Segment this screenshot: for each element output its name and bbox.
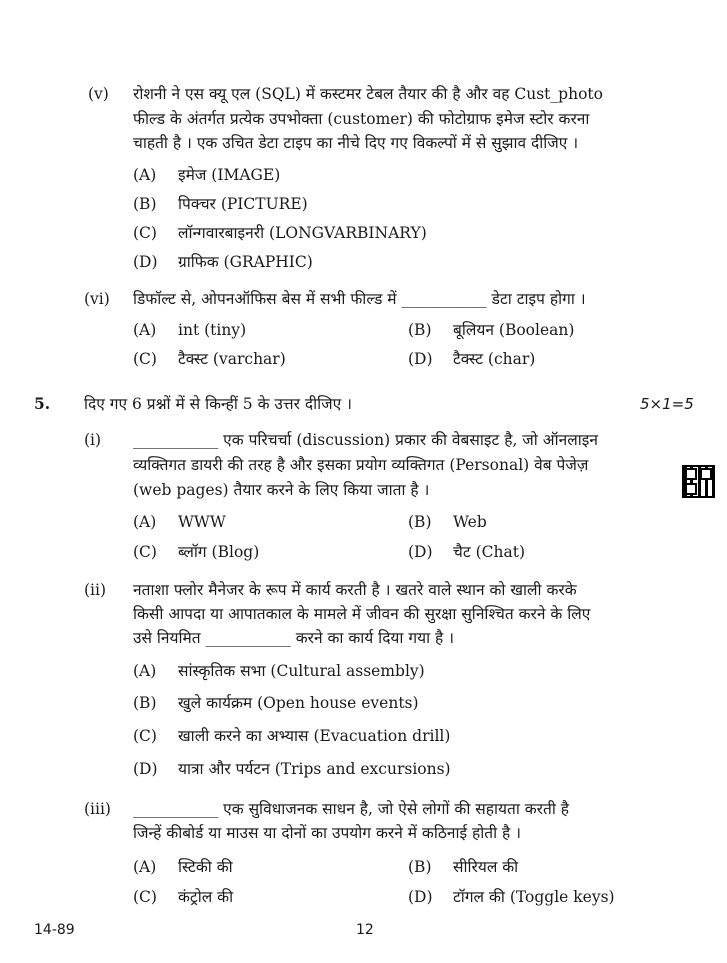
section-instruction: दिए गए 6 प्रश्नों में से किन्हीं 5 के उत्तर दीजिए । xyxy=(84,395,353,413)
option-label: (A) xyxy=(133,166,157,184)
option-text: खाली करने का अभ्यास (Evacuation drill) xyxy=(178,727,451,745)
question-text: चाहती है । एक उचित डेटा टाइप का नीचे दिए गए विकल्पों में से सुझाव दीजिए । xyxy=(133,134,579,152)
question-number: (i) xyxy=(84,431,102,449)
option-label: (A) xyxy=(133,321,157,339)
page-number: 12 xyxy=(356,922,374,938)
option-text: ब्लॉग (Blog) xyxy=(178,543,260,561)
question-number: 5. xyxy=(34,394,51,413)
qr-code-icon xyxy=(682,465,715,498)
option-label: (D) xyxy=(133,760,158,778)
question-text: किसी आपदा या आपातकाल के मामले में जीवन की सुरक्षा सुनिश्चित करने के लिए xyxy=(133,605,591,623)
option-text: ग्राफिक (GRAPHIC) xyxy=(178,253,313,271)
question-number: (vi) xyxy=(84,290,110,308)
option-label: (C) xyxy=(133,350,157,368)
option-label: (D) xyxy=(408,543,433,561)
question-text: जिन्हें कीबोर्ड या माउस या दोनों का उपयोग करने में कठिनाई होती है । xyxy=(133,824,522,842)
option-label: (C) xyxy=(133,727,157,745)
option-text: पिक्चर (PICTURE) xyxy=(178,195,308,213)
option-label: (B) xyxy=(408,513,432,531)
question-number: (iii) xyxy=(84,800,111,818)
option-text: इमेज (IMAGE) xyxy=(178,166,281,184)
option-text: यात्रा और पर्यटन (Trips and excursions) xyxy=(178,760,451,778)
option-label: (A) xyxy=(133,858,157,876)
option-label: (C) xyxy=(133,224,157,242)
option-text: टैक्स्ट (varchar) xyxy=(178,350,286,368)
question-text: व्यक्तिगत डायरी की तरह है और इसका प्रयोग व्यक्तिगत (Personal) वेब पेजेज़ xyxy=(133,456,589,474)
option-text: Web xyxy=(453,513,487,531)
option-text: int (tiny) xyxy=(178,321,247,339)
option-label: (C) xyxy=(133,543,157,561)
question-text: डिफॉल्ट से, ओपनऑफिस बेस में सभी फील्ड में ___________ डेटा टाइप होगा । xyxy=(133,290,586,308)
option-label: (C) xyxy=(133,888,157,906)
option-text: कंट्रोल की xyxy=(178,888,234,906)
paper-code: 14-89 xyxy=(34,922,75,938)
option-label: (D) xyxy=(408,888,433,906)
option-text: चैट (Chat) xyxy=(453,543,525,561)
question-number: (v) xyxy=(88,85,109,103)
option-text: बूलियन (Boolean) xyxy=(453,321,575,339)
option-label: (A) xyxy=(133,662,157,680)
option-text: टैक्स्ट (char) xyxy=(453,350,536,368)
marks-allocation: 5×1=5 xyxy=(640,395,694,413)
question-text: रोशनी ने एस क्यू एल (SQL) में कस्टमर टेबल तैयार की है और वह Cust_photo xyxy=(133,85,603,103)
option-label: (D) xyxy=(133,253,158,271)
option-text: टॉगल की (Toggle keys) xyxy=(453,888,615,906)
option-label: (B) xyxy=(408,858,432,876)
question-text: ___________ एक परिचर्चा (discussion) प्रकार की वेबसाइट है, जो ऑनलाइन xyxy=(133,431,598,449)
option-label: (B) xyxy=(133,694,157,712)
question-number: (ii) xyxy=(84,581,107,599)
option-text: लॉन्गवारबाइनरी (LONGVARBINARY) xyxy=(178,224,427,242)
option-label: (D) xyxy=(408,350,433,368)
question-text: ___________ एक सुविधाजनक साधन है, जो ऐसे लोगों की सहायता करती है xyxy=(133,800,570,818)
option-text: सांस्कृतिक सभा (Cultural assembly) xyxy=(178,662,425,680)
question-text: फील्ड के अंतर्गत प्रत्येक उपभोक्ता (customer) की फोटोग्राफ इमेज स्टोर करना xyxy=(133,110,590,128)
option-text: खुले कार्यक्रम (Open house events) xyxy=(178,694,419,712)
option-label: (B) xyxy=(408,321,432,339)
option-label: (B) xyxy=(133,195,157,213)
question-text: नताशा फ्लोर मैनेजर के रूप में कार्य करती है । खतरे वाले स्थान को खाली करके xyxy=(133,581,577,599)
question-text: उसे नियमित ___________ करने का कार्य दिया गया है । xyxy=(133,629,455,647)
option-label: (A) xyxy=(133,513,157,531)
option-text: स्टिकी की xyxy=(178,858,233,876)
option-text: सीरियल की xyxy=(453,858,519,876)
option-text: WWW xyxy=(178,513,226,531)
question-text: (web pages) तैयार करने के लिए किया जाता है । xyxy=(133,481,430,499)
